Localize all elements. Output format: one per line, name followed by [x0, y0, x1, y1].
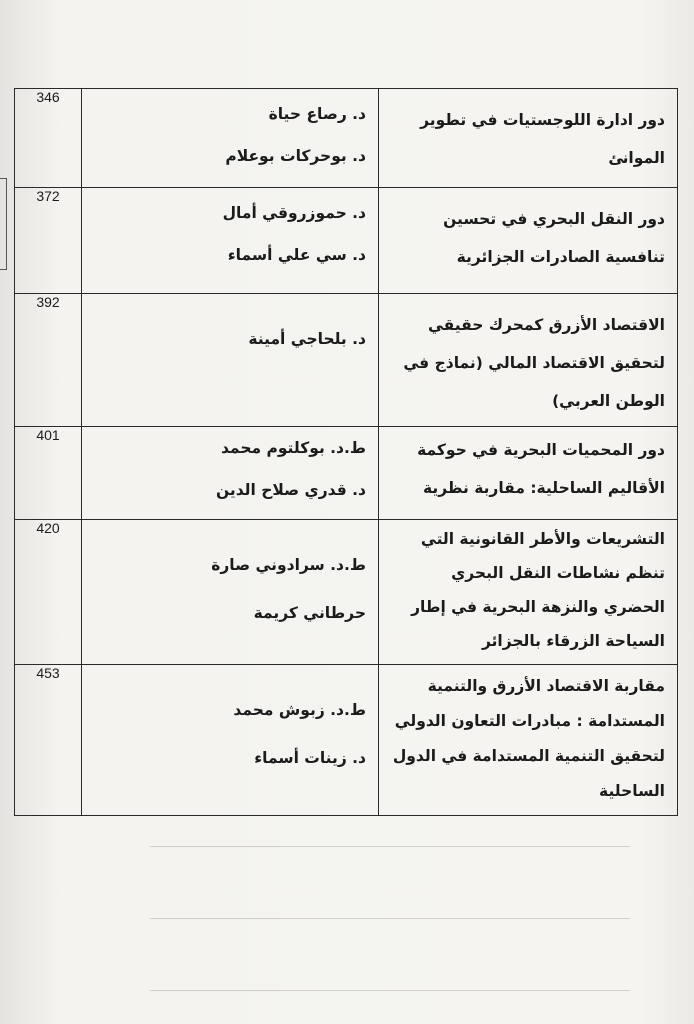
title-cell [379, 520, 678, 665]
bleed-through-line [150, 990, 630, 991]
page-cell [15, 294, 82, 427]
author-name: د. زينات أسماء [254, 749, 366, 767]
author-name: حرطاني كريمة [253, 604, 366, 622]
authors-cell [82, 89, 379, 188]
table-row [15, 294, 678, 427]
title-cell [379, 188, 678, 294]
title-cell [379, 427, 678, 520]
author-name: د. بوحركات بوعلام [225, 147, 366, 165]
page-number: 392 [36, 294, 60, 310]
authors-cell [82, 427, 379, 520]
article-title: التشريعات والأطر القانونية التي تنظم نشاطات النقل البحري الحضري والنزهة البحرية في إطار السياحة الزرقاء بالجزائر [411, 530, 665, 650]
bleed-through-line [150, 918, 630, 919]
table-row [15, 665, 678, 816]
table-row [15, 188, 678, 294]
title-cell [379, 89, 678, 188]
author-name: ط.د. بوكلتوم محمد [220, 439, 366, 457]
authors-cell [82, 294, 379, 427]
author-name: د. رصاع حياة [268, 105, 366, 123]
article-title: دور ادارة اللوجستيات في تطوير الموانئ [420, 111, 665, 167]
author-name: د. حموزروقي أمال [222, 204, 366, 222]
table-of-contents [14, 88, 678, 816]
page-cell [15, 427, 82, 520]
title-cell [379, 665, 678, 816]
authors-cell [82, 665, 379, 816]
adjacent-page-edge [0, 178, 7, 270]
table-row [15, 520, 678, 665]
page-cell [15, 665, 82, 816]
article-title: دور المحميات البحرية في حوكمة الأقاليم الساحلية: مقاربة نظرية [417, 441, 665, 497]
page-number: 401 [36, 427, 60, 443]
article-title: دور النقل البحري في تحسين تنافسية الصادرات الجزائرية [443, 210, 665, 266]
author-name: ط.د. سرادوني صارة [211, 556, 366, 574]
author-name: د. بلحاجي أمينة [248, 330, 366, 348]
page-number: 346 [36, 89, 60, 105]
bleed-through-line [150, 846, 630, 847]
article-title: مقاربة الاقتصاد الأزرق والتنمية المستدامة : مبادرات التعاون الدولي لتحقيق التنمية المستدامة في الدول الساحلية [392, 677, 665, 800]
title-cell [379, 294, 678, 427]
author-name: د. سي علي أسماء [227, 246, 366, 264]
author-name: د. قدري صلاح الدين [215, 481, 366, 499]
authors-cell [82, 520, 379, 665]
page-cell [15, 188, 82, 294]
page-number: 453 [36, 665, 60, 681]
authors-cell [82, 188, 379, 294]
author-name: ط.د. زبوش محمد [233, 701, 366, 719]
page-cell [15, 89, 82, 188]
table-row [15, 427, 678, 520]
article-title: الاقتصاد الأزرق كمحرك حقيقي لتحقيق الاقتصاد المالي (نماذج في الوطن العربي) [403, 316, 665, 410]
page-cell [15, 520, 82, 665]
page-number: 372 [36, 188, 60, 204]
page-number: 420 [36, 520, 60, 536]
table-row [15, 89, 678, 188]
